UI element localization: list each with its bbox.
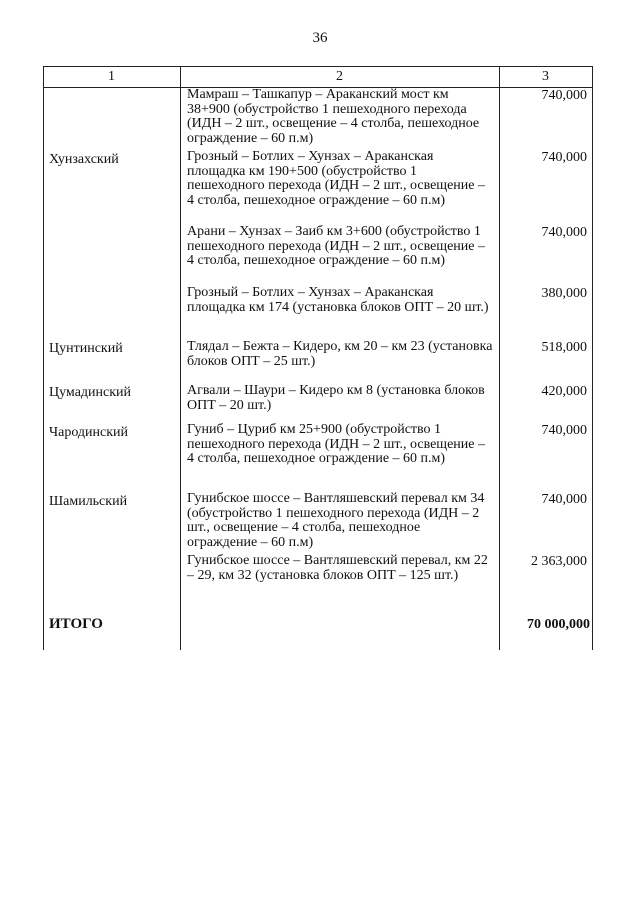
amount: 740,000 [541, 150, 587, 165]
district-name: Чародинский [49, 425, 129, 440]
road-description: Гунибское шоссе – Вантляшевский перевал, км 22 – 29, км 32 (установка блоков ОПТ – 125 шт.) [187, 553, 488, 583]
column-header-1: 1 [108, 69, 115, 84]
appropriation-table [43, 66, 593, 650]
amount: 740,000 [541, 492, 587, 507]
column-header-3: 3 [542, 69, 549, 84]
table-left-border [43, 66, 44, 650]
column-header-2: 2 [336, 69, 343, 84]
amount: 420,000 [541, 384, 587, 399]
amount: 518,000 [541, 340, 587, 355]
total-amount: 70 000,000 [527, 617, 590, 632]
amount: 740,000 [541, 423, 587, 438]
district-name: Хунзахский [49, 152, 119, 167]
amount: 740,000 [541, 225, 587, 240]
district-name: Цунтинский [49, 341, 123, 356]
column-divider-1 [180, 66, 181, 650]
road-description: Тлядал – Бежта – Кидеро, км 20 – км 23 (установка блоков ОПТ – 25 шт.) [187, 339, 493, 369]
road-description: Арани – Хунзах – Заиб км 3+600 (обустройство 1 пешеходного перехода (ИДН – 2 шт., освещение – 4 столба, пешеходное ограждение – 60 п.м) [187, 224, 485, 268]
road-description: Грозный – Ботлих – Хунзах – Араканская площадка км 174 (установка блоков ОПТ – 20 шт.) [187, 285, 489, 315]
page-number: 36 [312, 30, 328, 46]
road-description: Гуниб – Цуриб км 25+900 (обустройство 1 пешеходного перехода (ИДН – 2 шт., освещение – 4 столба, пешеходное ограждение – 60 п.м) [187, 422, 485, 466]
total-label: ИТОГО [49, 616, 103, 632]
road-description: Агвали – Шаури – Кидеро км 8 (установка блоков ОПТ – 20 шт.) [187, 383, 485, 413]
road-description: Грозный – Ботлих – Хунзах – Араканская площадка км 190+500 (обустройство 1 пешеходного перехода (ИДН – 2 шт., освещение – 4 столба, пешеходное ограждение – 60 п.м) [187, 149, 485, 208]
amount: 380,000 [541, 286, 587, 301]
road-description: Мамраш – Ташкапур – Араканский мост км 38+900 (обустройство 1 пешеходного перехода (ИДН – 2 шт., освещение – 4 столба, пешеходное ограждение – 60 п.м) [187, 87, 480, 146]
table-right-border [592, 66, 593, 650]
amount: 740,000 [541, 88, 587, 103]
district-name: Шамильский [49, 494, 128, 509]
amount: 2 363,000 [531, 554, 587, 569]
road-description: Гунибское шоссе – Вантляшевский перевал км 34 (обустройство 1 пешеходного перехода (ИДН – 2 шт., освещение – 4 столба, пешеходное ограждение – 60 п.м) [187, 491, 485, 550]
district-name: Цумадинский [49, 385, 132, 400]
